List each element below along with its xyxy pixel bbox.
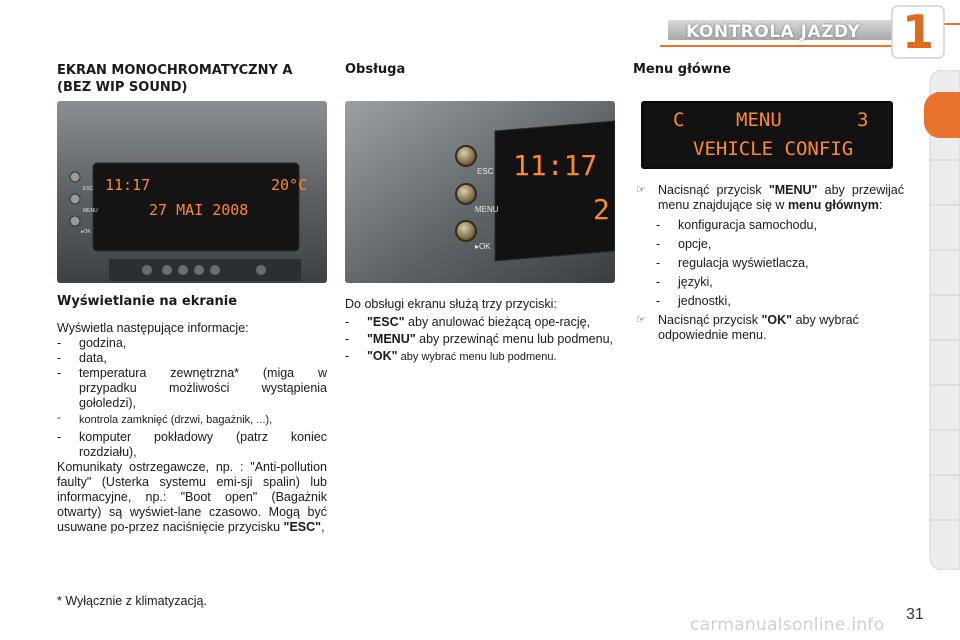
menu-button-label: MENU [475,205,499,214]
hand-pointer-icon: ☞ [636,184,646,196]
display-intro: Wyświetla następujące informacje: [57,321,249,335]
list-item: - komputer pokładowy (patrz koniec rozdziału), [57,430,327,459]
section-heading-main-menu: Menu główne [633,62,731,77]
list-item: - konfiguracja samochodu, [656,218,817,232]
chapter-tab-strip[interactable] [928,70,960,570]
esc-button-label: ESC [477,167,494,176]
subheading-display: Wyświetlanie na ekranie [57,294,238,309]
list-item: - data, [57,351,107,365]
ok-button-label: ▸OK [81,229,91,235]
list-item: - godzina, [57,336,127,350]
lcd-time: 11:17 [513,149,598,182]
lcd-menu-item: VEHICLE CONFIG [693,138,854,160]
lcd-menu-left: C [673,109,685,131]
instruction-step: ☞ Nacisnąć przycisk "MENU" aby przewijać menu znajdujące się w menu głównym: [636,183,904,212]
list-item: - jednostki, [656,294,731,308]
footnote: * Wyłącznie z klimatyzacją. [57,594,207,608]
operation-text [345,297,615,365]
lcd-menu-title: MENU [736,109,782,131]
page-number: 31 [906,606,924,623]
list-item: - regulacja wyświetlacza, [656,256,809,270]
monochrome-display-photo [57,101,327,283]
ok-button-label: ▸OK [475,242,491,251]
main-menu-text [636,183,904,343]
lcd-digit: 2 [593,193,610,226]
section-heading-monochrome: EKRAN MONOCHROMATYCZNY A (BEZ WIP SOUND) [57,63,293,95]
list-item: - temperatura zewnętrzna* (miga w przypadku możliwości wystąpienia gołoledzi), [57,366,327,410]
hand-pointer-icon: ☞ [636,314,646,326]
chapter-title: KONTROLA JAZDY [686,22,861,42]
lcd-time: 11:17 [105,176,151,194]
lcd-date: 27 MAI 2008 [149,201,249,219]
list-item: - opcje, [656,237,712,251]
chapter-number: 1 [901,5,934,59]
section-heading-operation: Obsługa [345,62,406,77]
operation-intro: Do obsługi ekranu służą trzy przyciski: [345,297,557,311]
list-item: - kontrola zamknięć (drzwi, bagażnik, ...), [57,412,273,426]
menu-button-label: MENU [83,208,98,214]
instruction-step: ☞ Nacisnąć przycisk "OK" aby wybrać odpowiednie menu. [636,313,859,342]
main-menu-display-photo [641,101,893,169]
lcd-temperature: 20°C [271,176,308,194]
list-item: - języki, [656,275,713,289]
control-buttons-photo [345,101,615,283]
esc-button-label: ESC [83,186,94,192]
list-item: - "MENU" aby przewinąć menu lub podmenu, [345,332,614,346]
watermark-text: carmanualsonline.info [690,615,885,635]
list-item: - "OK" aby wybrać menu lub podmenu. [345,349,557,363]
active-chapter-tab[interactable] [924,92,960,138]
warning-messages-text: Komunikaty ostrzegawcze, np. : "Anti-pollution faulty" (Usterka systemu emi-sji spalin) lub informacyjne, np.: "Boot open" (Bagażnik otwarty) są wyświet-lane czasowo. Mogą być usuwane po-przez naciśnięcie przycisku "ESC", [57,460,327,534]
list-item: - "ESC" aby anulować bieżącą ope-rację, [345,315,591,329]
display-info-text [57,321,327,535]
lcd-menu-right: 3 [857,109,869,131]
